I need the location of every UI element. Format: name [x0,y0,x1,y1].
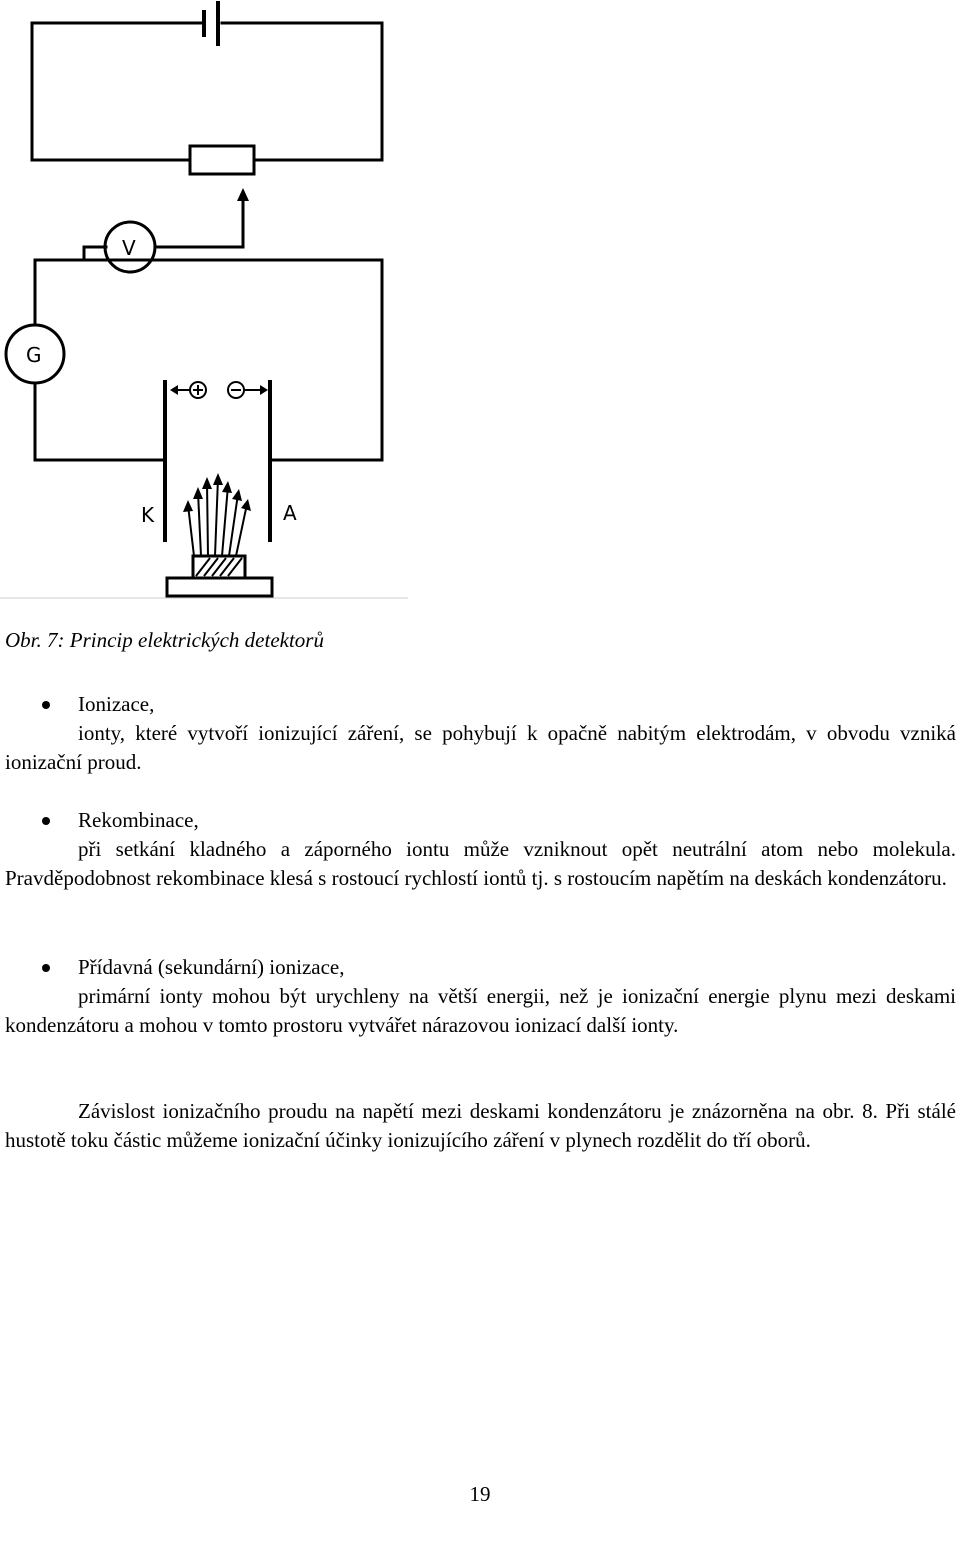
potentiometer-icon [190,146,254,174]
anode-label: A [283,501,297,525]
bullet-icon [42,817,50,825]
section-text: primární ionty mohou být urychleny na větší energii, než je ionizační energie plynu mezi deskami kondenzátoru a mohou v tomto prostoru vytvářet nárazovou ionizací další ionty. [5,984,956,1037]
galvanometer-label: G [26,343,42,367]
cathode-label: K [141,503,155,527]
detector-circuit-svg [0,0,410,600]
radiation-rays [188,478,247,556]
circuit-diagram [0,0,410,600]
section-text: ionty, které vytvoří ionizující záření, se pohybují k opačně nabitým elektrodám, v obvodu vzniká ionizační proud. [5,721,956,774]
page-number: 19 [469,1482,491,1506]
bullet-icon [42,701,50,709]
wiper-arrow-icon [237,188,249,201]
figure-caption: Obr. 7: Princip elektrických detektorů [5,628,324,652]
section-title: Přídavná (sekundární) ionizace, [78,955,345,979]
source-hatching [196,558,242,576]
arrow-heads [170,188,268,512]
bullet-icon [42,964,50,972]
section-title: Ionizace, [78,692,155,716]
source-holder [167,578,272,596]
section-secondary-ionization [5,953,956,1040]
voltmeter-label: V [122,236,136,260]
section-text: při setkání kladného a záporného iontu může vzniknout opět neutrální atom nebo molekula. Pravděpodobnost rekombinace klesá s rostoucí rychlostí iontů tj. s rostoucím napětím na deskách kondenzátoru. [5,837,956,890]
section-title: Rekombinace, [78,808,199,832]
section-ionization [5,690,956,777]
section-recombination [5,806,956,893]
closing-paragraph: Závislost ionizačního proudu na napětí mezi deskami kondenzátoru je znázorněna na obr. 8. Při stálé hustotě toku částic můžeme ionizační účinky ionizujícího záření v plynech rozdělit do tří oborů. [5,1099,956,1152]
